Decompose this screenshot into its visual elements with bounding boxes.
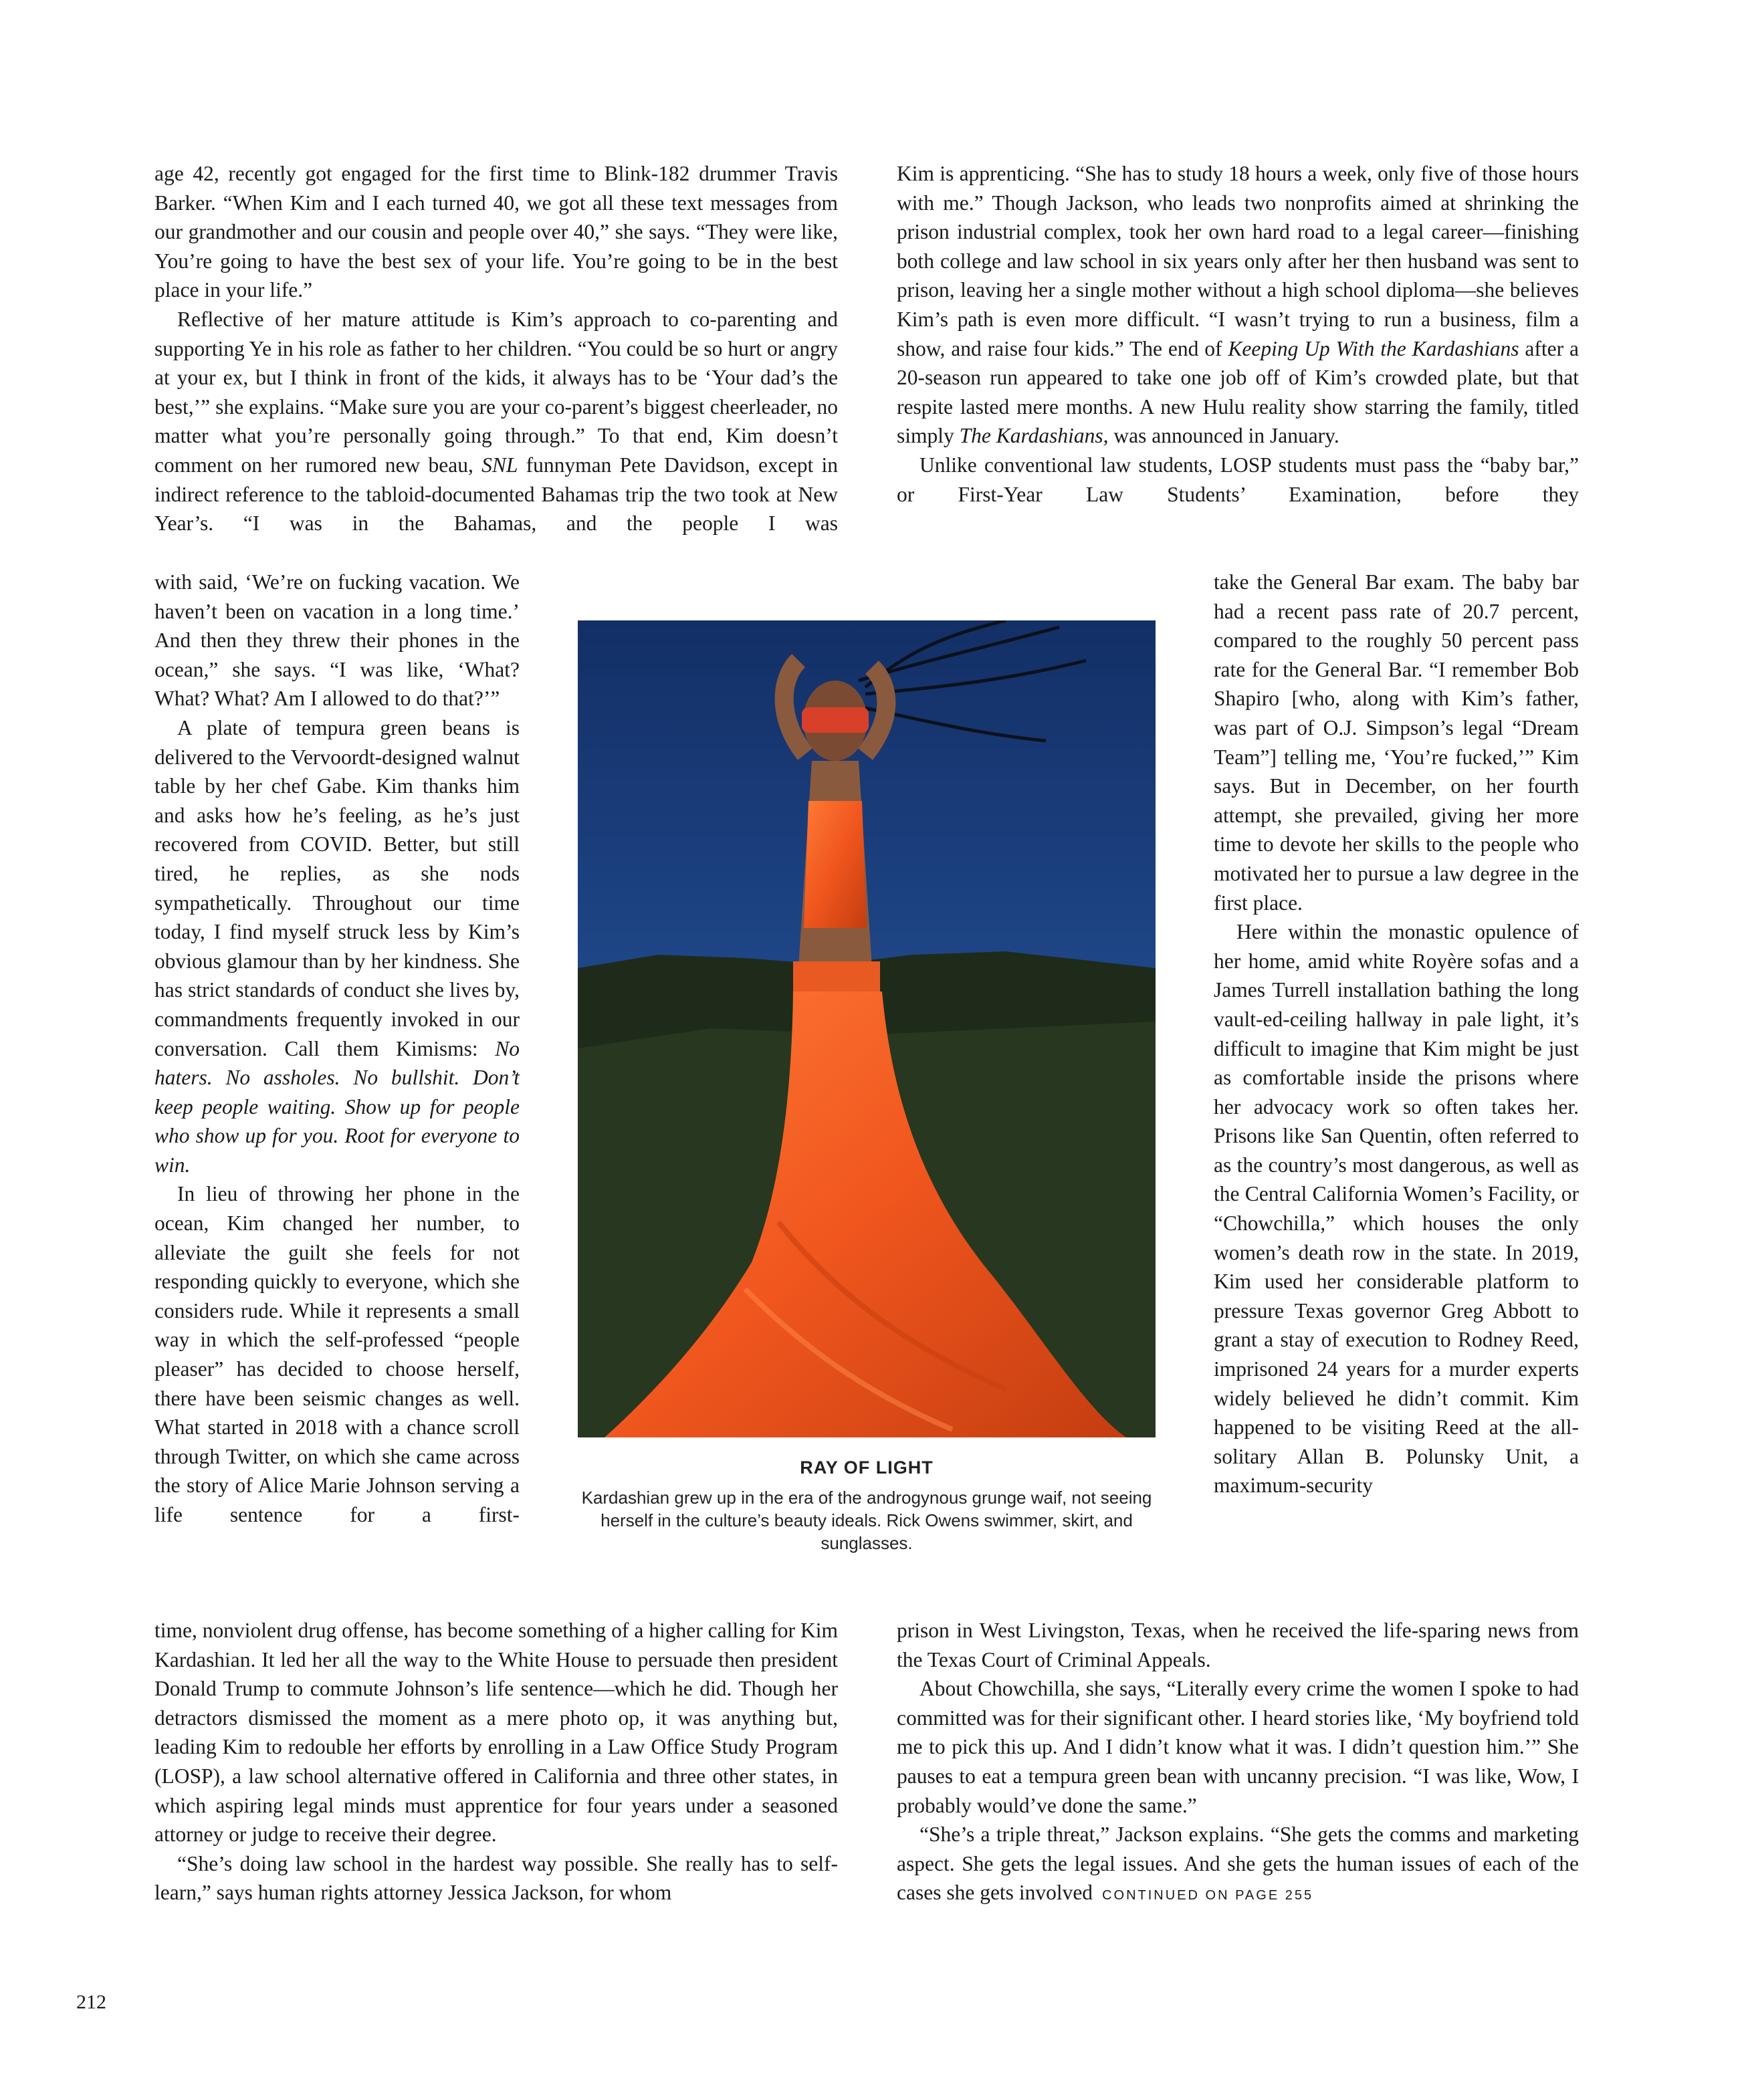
photo-caption — [578, 1457, 1156, 1554]
article-paragraph: Unlike conventional law students, LOSP students must pass the “baby bar,” or First-Year Law Students’ Examination, before they — [897, 453, 1579, 506]
article-paragraph: About Chowchilla, she says, “Literally every crime the women I spoke to had committed was for their significant other. I heard stories like, ‘My boyfriend told me to pick this up. And I didn’t know what it was. I didn’t question him.’” She pauses to eat a tempura green bean with uncanny precision. “I was like, Wow, I probably would’ve done the same.” — [897, 1677, 1579, 1817]
page-number: 212 — [76, 1991, 106, 2013]
photo-illustration — [578, 620, 1156, 1437]
article-paragraph: In lieu of throwing her phone in the ocean, Kim changed her number, to alleviate the guilt she feels for not responding quickly to everyone, which she considers rude. While it represents a small way in which the self-professed “people pleaser” has decided to choose herself, there have been seismic changes as well. What started in 2018 with a chance scroll through Twitter, on which she came across the story of Alice Marie Johnson serving a life sentence for a first- — [154, 1182, 520, 1526]
article-paragraph: take the General Bar exam. The baby bar had a recent pass rate of 20.7 percent, compared to the roughly 50 percent pass rate for the General Bar. “I remember Bob Shapiro [who, along with Kim’s father, was part of O.J. Simpson’s legal “Dream Team”] telling me, ‘You’re fucked,’” Kim says. But in December, on her fourth attempt, she prevailed, giving her more time to devote her skills to the people who motivated her to pursue a law degree in the first place. — [1214, 570, 1579, 915]
article-paragraph: age 42, recently got engaged for the first time to Blink-182 drummer Travis Barker. “When Kim and I each turned 40, we got all these text messages from our grandmother and our cousin and people over 40,” she says. “They were like, You’re going to have the best sex of your life. You’re going to be in the best place in your life.” — [154, 162, 838, 302]
article-paragraph: “She’s doing law school in the hardest way possible. She really has to self-learn,” says human rights attorney Jessica Jackson, for whom — [154, 1851, 838, 1905]
article-paragraph: prison in West Livingston, Texas, when he received the life-sparing news from the Texas Court of Criminal Appeals. — [897, 1619, 1579, 1671]
article-paragraph: A plate of tempura green beans is delivered to the Vervoordt-designed walnut table by her chef Gabe. Kim thanks him and asks how he’s feeling, as he’s just recovered from COVID. Better, but still tired, he replies, as she nods sympathetically. Throughout our time today, I find myself struck less by Kim’s obvious glamour than by her kindness. She has strict standards of conduct she lives by, commandments frequently invoked in our conversation. Call them Kimisms: No haters. No assholes. No bullshit. Don’t keep people waiting. Show up for people who show up for you. Root for everyone to win. — [154, 715, 520, 1177]
left-column-narrow — [154, 568, 520, 1530]
caption-title: RAY OF LIGHT — [800, 1457, 934, 1478]
left-column-bottom — [154, 1616, 838, 1907]
article-paragraph: Here within the monastic opulence of her home, amid white Royère sofas and a James Turrell installation bathing the long vault-ed-ceiling hallway in pale light, it’s difficult to imagine that Kim might be just as comfortable inside the prisons where her advocacy work so often takes her. Prisons like San Quentin, often referred to as the country’s most dangerous, as well as the Central California Women’s Facility, or “Chowchilla,” which houses the only women’s death row in the state. In 2019, Kim used her considerable platform to pressure Texas governor Greg Abbott to grant a stay of execution to Rodney Reed, imprisoned 24 years for a murder experts widely believed he didn’t commit. Kim happened to be visiting Reed at the all-solitary Allan B. Polunsky Unit, a maximum-security — [1214, 920, 1579, 1498]
right-column-narrow — [1214, 568, 1579, 1500]
right-column-bottom — [897, 1616, 1579, 1911]
feature-photo — [578, 620, 1156, 1437]
left-column-top — [154, 159, 838, 538]
caption-text: Kardashian grew up in the era of the androgynous grunge waif, not seeing herself in the culture’s beauty ideals. Rick Owens swimmer, skirt, and sunglasses. — [581, 1488, 1152, 1553]
continued-note: CONTINUED ON PAGE 255 — [1102, 1888, 1314, 1903]
article-paragraph: with said, ‘We’re on fucking vacation. We haven’t been on vacation in a long time.’ And then they threw their phones in the ocean,” she says. “I was like, ‘What? What? What? Am I allowed to do that?’” — [154, 570, 520, 711]
article-paragraph: “She’s a triple threat,” Jackson explains. “She gets the comms and marketing aspect. She gets the legal issues. And she gets the human issues of each of the cases she gets involved CONTINUED ON PAGE 255 — [897, 1823, 1579, 1905]
right-column-top — [897, 159, 1579, 509]
article-paragraph: time, nonviolent drug offense, has become something of a higher calling for Kim Kardashian. It led her all the way to the White House to persuade then president Donald Trump to commute Johnson’s life sentence—which he did. Though her detractors dismissed the moment as a mere photo op, it was anything but, leading Kim to redouble her efforts by enrolling in a Law Office Study Program (LOSP), a law school alternative offered in California and three other states, in which aspiring legal minds must apprentice for four years under a seasoned attorney or judge to receive their degree. — [154, 1619, 838, 1847]
article-paragraph: Reflective of her mature attitude is Kim’s approach to co-parenting and supporting Ye in his role as father to her children. “You could be so hurt or angry at your ex, but I think in front of the kids, it always has to be ‘Your dad’s the best,’” she explains. “Make sure you are your co-parent’s biggest cheerleader, no matter what you’re personally going through.” To that end, Kim doesn’t comment on her rumored new beau, SNL funnyman Pete Davidson, except in indirect reference to the tabloid-documented Bahamas trip the two took at New Year’s. “I was in the Bahamas, and the people I was — [154, 307, 839, 536]
article-paragraph: Kim is apprenticing. “She has to study 18 hours a week, only five of those hours with me.” Though Jackson, who leads two nonprofits aimed at shrinking the prison industrial complex, took her own hard road to a legal career—finishing both college and law school in six years only after her then husband was sent to prison, leaving her a single mother without a high school diploma—she believes Kim’s path is even more difficult. “I wasn’t trying to run a business, film a show, and raise four kids.” The end of Keeping Up With the Kardashians after a 20-season run appeared to take one job off of Kim’s crowded plate, but that respite lasted mere months. A new Hulu reality show starring the family, titled simply The Kardashians, was announced in January. — [897, 162, 1579, 448]
